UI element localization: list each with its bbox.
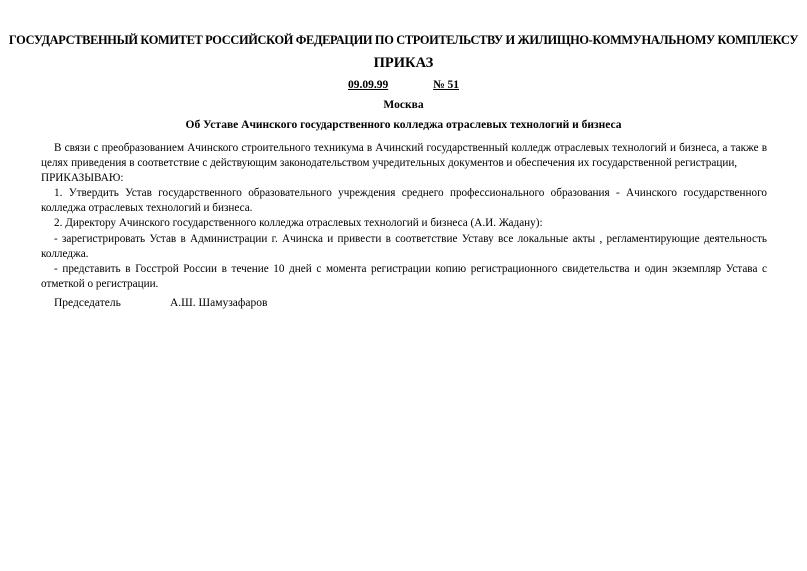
signature-role: Председатель: [54, 297, 121, 309]
date-number-line: [0, 79, 807, 91]
document-type: ПРИКАЗ: [373, 55, 434, 71]
body-paragraph: ПРИКАЗЫВАЮ:: [41, 172, 124, 185]
agency-name: ГОСУДАРСТВЕННЫЙ КОМИТЕТ РОССИЙСКОЙ ФЕДЕРАЦИИ ПО СТРОИТЕЛЬСТВУ И ЖИЛИЩНО-КОММУНАЛЬНОМУ КОМПЛЕКСУ: [8, 33, 799, 47]
document-city: Москва: [383, 99, 424, 111]
document-date: 09.09.99: [347, 79, 389, 91]
body-paragraph: - представить в Госстрой России в течение 10 дней с момента регистрации копию регистрационного свидетельства и один экземпляр Устава с отметкой о регистрации.: [41, 262, 767, 290]
document-number: № 51: [433, 79, 460, 91]
body-paragraph: 2. Директору Ачинского государственного колледжа отраслевых технологий и бизнеса (А.И. Жадану):: [54, 217, 543, 230]
body-paragraph: В связи с преобразованием Ачинского строительного техникума в Ачинский государственный колледж отраслевых технологий и бизнеса, а также в целях приведения в соответствие с действующим законодательством учредительных документов и обеспечения их государственной регистрации,: [41, 142, 767, 170]
body-paragraph: 1. Утвердить Устав государственного образовательного учреждения среднего профессионального образования - Ачинского государственного колледжа отраслевых технологий и бизнеса.: [41, 187, 767, 215]
signature-name: А.Ш. Шамузафаров: [170, 297, 268, 309]
body-paragraph: - зарегистрировать Устав в Администрации г. Ачинска и привести в соответствие Уставу все локальные акты , регламентирующие деятельность колледжа.: [41, 232, 767, 260]
document-body: [41, 141, 767, 292]
document-subject: Об Уставе Ачинского государственного колледжа отраслевых технологий и бизнеса: [185, 119, 622, 131]
